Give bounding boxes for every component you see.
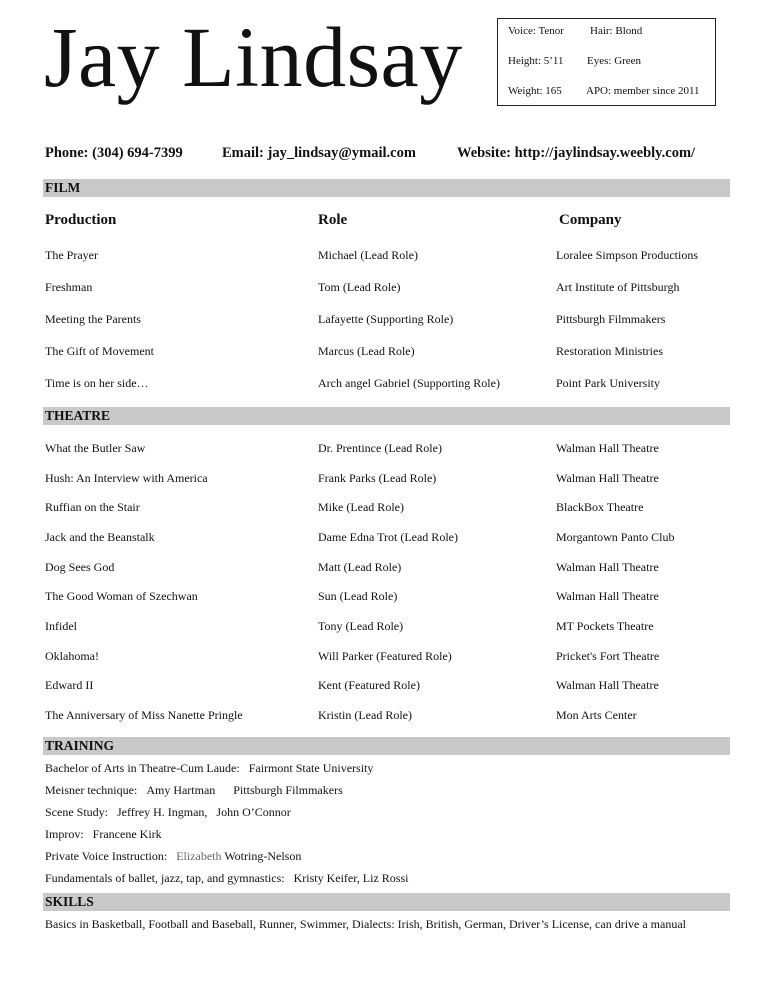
theatre-production: The Good Woman of Szechwan xyxy=(45,589,198,603)
theatre-production: Dog Sees God xyxy=(45,560,115,574)
film-production: The Gift of Movement xyxy=(45,344,154,358)
theatre-company: Pricket's Fort Theatre xyxy=(556,649,660,663)
section-theatre-header: THEATRE xyxy=(43,407,730,425)
theatre-role: Matt (Lead Role) xyxy=(318,560,402,574)
training-label: Bachelor of Arts in Theatre-Cum Laude: xyxy=(45,761,240,775)
training-detail: Francene Kirk xyxy=(92,827,162,841)
stats-box xyxy=(497,18,716,106)
theatre-role: Sun (Lead Role) xyxy=(318,589,398,603)
theatre-production: Infidel xyxy=(45,619,77,633)
film-company: Loralee Simpson Productions xyxy=(556,248,698,262)
theatre-company: MT Pockets Theatre xyxy=(556,619,654,633)
theatre-company: Morgantown Panto Club xyxy=(556,530,675,544)
theatre-role: Tony (Lead Role) xyxy=(318,619,404,633)
film-role: Arch angel Gabriel (Supporting Role) xyxy=(318,376,500,390)
film-company: Art Institute of Pittsburgh xyxy=(556,280,680,294)
film-role: Michael (Lead Role) xyxy=(318,248,418,262)
film-production: Time is on her side… xyxy=(45,376,149,390)
skills-text: Basics in Basketball, Football and Baseball, Runner, Swimmer, Dialects: Irish, British, German, Driver’s License, can drive a manual xyxy=(45,917,686,931)
resume-name: Jay Lindsay xyxy=(44,9,463,105)
theatre-production: Edward II xyxy=(45,678,94,692)
training-label: Private Voice Instruction: xyxy=(45,849,168,863)
theatre-role: Mike (Lead Role) xyxy=(318,500,404,514)
training-label: Fundamentals of ballet, jazz, tap, and gymnastics: xyxy=(45,871,285,885)
theatre-production: Hush: An Interview with America xyxy=(45,471,208,485)
stat-voice: Voice: Tenor xyxy=(508,25,564,37)
training-label: Meisner technique: xyxy=(45,783,138,797)
theatre-company: Walman Hall Theatre xyxy=(556,441,659,455)
section-film-header: FILM xyxy=(43,179,730,197)
film-role: Tom (Lead Role) xyxy=(318,280,401,294)
training-line xyxy=(45,871,408,886)
training-extra: Pittsburgh Filmmakers xyxy=(233,783,343,797)
stat-apo: APO: member since 2011 xyxy=(586,85,700,97)
theatre-role: Dr. Prentince (Lead Role) xyxy=(318,441,442,455)
theatre-company: Mon Arts Center xyxy=(556,708,637,722)
theatre-role: Dame Edna Trot (Lead Role) xyxy=(318,530,458,544)
contact-website[interactable]: Website: http://jaylindsay.weebly.com/ xyxy=(457,145,696,161)
training-line xyxy=(45,805,291,820)
theatre-company: Walman Hall Theatre xyxy=(556,589,659,603)
film-company: Restoration Ministries xyxy=(556,344,663,358)
film-production: The Prayer xyxy=(45,248,98,262)
theatre-company: Walman Hall Theatre xyxy=(556,678,659,692)
film-production: Freshman xyxy=(45,280,93,294)
film-role: Lafayette (Supporting Role) xyxy=(318,312,454,326)
training-detail: Amy Hartman xyxy=(146,783,216,797)
theatre-production: Oklahoma! xyxy=(45,649,99,663)
column-header-company: Company xyxy=(559,212,622,228)
theatre-role: Kristin (Lead Role) xyxy=(318,708,412,722)
film-company: Pittsburgh Filmmakers xyxy=(556,312,666,326)
theatre-role: Will Parker (Featured Role) xyxy=(318,649,452,663)
training-detail-gray: Elizabeth xyxy=(176,849,222,863)
training-line xyxy=(45,849,301,864)
training-line xyxy=(45,761,373,776)
training-label: Improv: xyxy=(45,827,84,841)
theatre-company: BlackBox Theatre xyxy=(556,500,644,514)
stat-hair: Hair: Blond xyxy=(590,25,643,37)
theatre-production: Jack and the Beanstalk xyxy=(45,530,155,544)
column-header-production: Production xyxy=(45,212,117,228)
stat-height: Height: 5’11 xyxy=(508,55,564,67)
theatre-role: Kent (Featured Role) xyxy=(318,678,420,692)
theatre-company: Walman Hall Theatre xyxy=(556,471,659,485)
contact-email[interactable]: Email: jay_lindsay@ymail.com xyxy=(222,145,416,161)
training-detail: Wotring-Nelson xyxy=(224,849,302,863)
section-training-header: TRAINING xyxy=(43,737,730,755)
training-line xyxy=(45,827,162,842)
theatre-company: Walman Hall Theatre xyxy=(556,560,659,574)
section-skills-header: SKILLS xyxy=(43,893,730,911)
contact-phone: Phone: (304) 694-7399 xyxy=(45,145,183,161)
stat-weight: Weight: 165 xyxy=(508,85,562,97)
theatre-production: Ruffian on the Stair xyxy=(45,500,140,514)
theatre-production: The Anniversary of Miss Nanette Pringle xyxy=(45,708,243,722)
training-detail: Kristy Keifer, Liz Rossi xyxy=(293,871,409,885)
film-company: Point Park University xyxy=(556,376,660,390)
training-label: Scene Study: xyxy=(45,805,108,819)
training-detail: Fairmont State University xyxy=(248,761,374,775)
theatre-production: What the Butler Saw xyxy=(45,441,146,455)
stat-eyes: Eyes: Green xyxy=(587,55,642,67)
theatre-role: Frank Parks (Lead Role) xyxy=(318,471,437,485)
training-detail: Jeffrey H. Ingman, xyxy=(117,805,208,819)
training-extra: John O’Connor xyxy=(216,805,291,819)
film-production: Meeting the Parents xyxy=(45,312,141,326)
column-header-role: Role xyxy=(318,212,348,228)
training-line xyxy=(45,783,343,798)
film-role: Marcus (Lead Role) xyxy=(318,344,415,358)
